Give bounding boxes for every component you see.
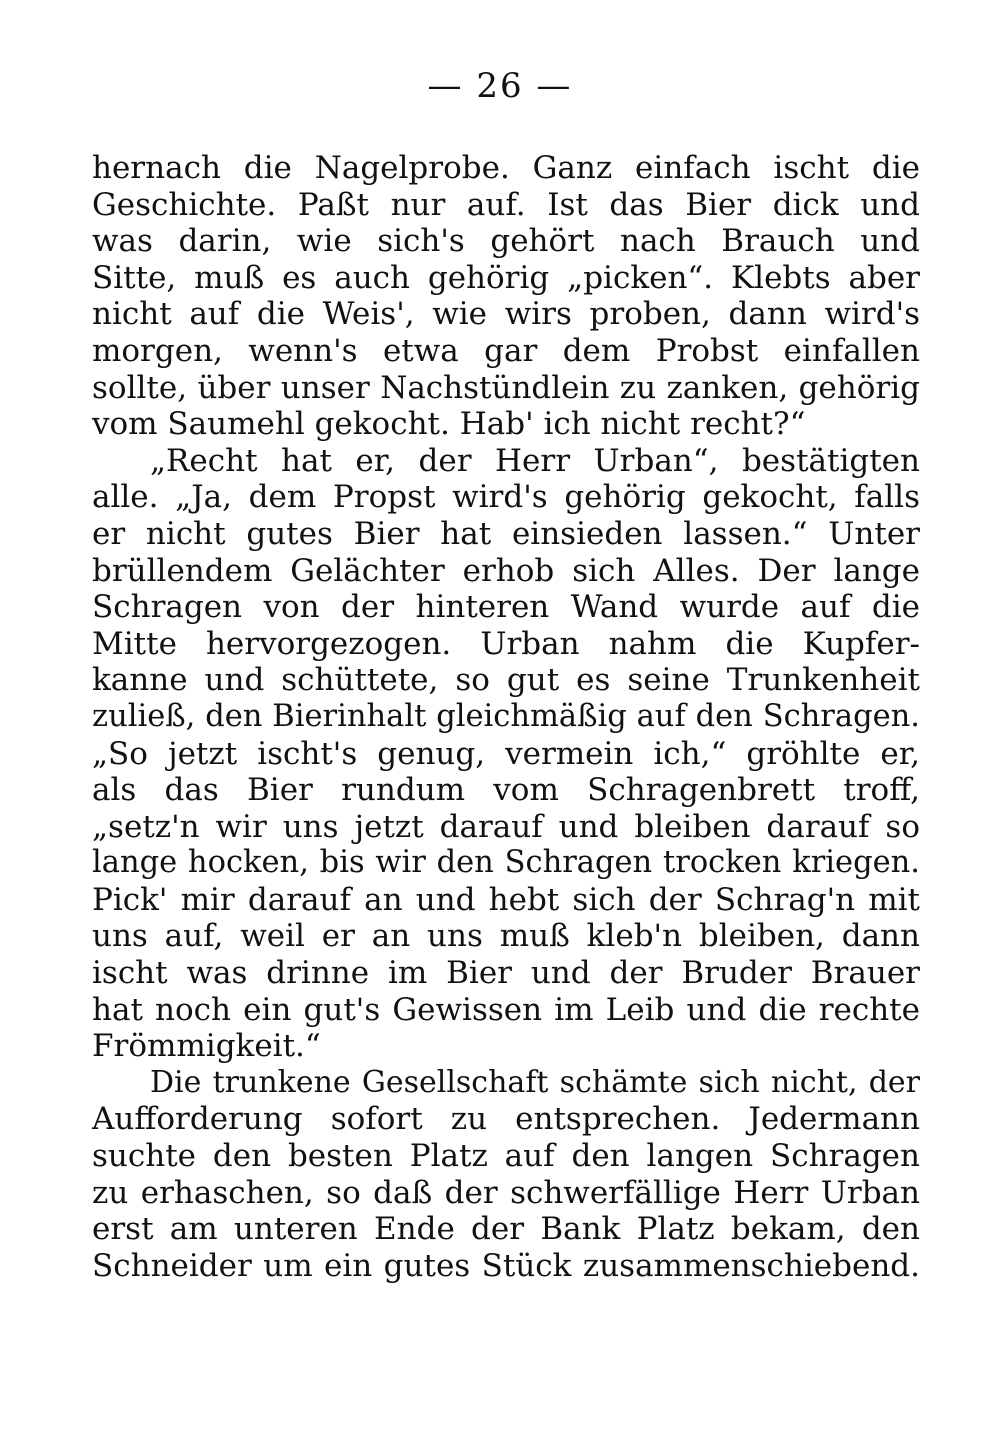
text-line: Sitte, muß es auch gehörig „picken“. Klebts aber [92,259,920,296]
text-line: hat noch ein gut's Gewissen im Leib und die rechte [92,991,920,1028]
page-number: — 26 — [427,66,573,106]
text-line: was darin, wie sich's gehört nach Brauch und [92,223,920,260]
text-line: Geschichte. Paßt nur auf. Ist das Bier dick und [92,186,920,223]
body-text [92,150,920,1284]
text-line: „Recht hat er, der Herr Urban“, bestätigten [150,442,920,479]
text-line: zu erhaschen, so daß der schwerfällige Herr Urban [92,1174,920,1211]
text-line: ischt was drinne im Bier und der Bruder Brauer [92,955,920,992]
text-line: Die trunkene Gesellschaft schämte sich nicht, der [150,1064,920,1100]
text-line: suchte den besten Platz auf den langen Schragen [92,1138,920,1175]
text-line: als das Bier rundum vom Schragenbrett troff, [92,772,920,809]
text-line: erst am unteren Ende der Bank Platz bekam, den [92,1211,920,1248]
text-line: Aufforderung sofort zu entsprechen. Jedermann [92,1101,920,1138]
text-line: morgen, wenn's etwa gar dem Probst einfallen [92,332,920,369]
text-line: nicht auf die Weis', wie wirs proben, dann wird's [92,296,920,333]
text-line: Frömmigkeit.“ [92,1028,321,1065]
text-line: „So jetzt ischt's genug, vermein ich,“ gröhlte er, [92,735,920,772]
text-line: zuließ, den Bierinhalt gleichmäßig auf den Schragen. [92,698,920,734]
text-line: Schragen von der hinteren Wand wurde auf die [92,589,920,626]
text-line: kanne und schüttete, so gut es seine Trunkenheit [92,662,920,699]
text-line: uns auf, weil er an uns muß kleb'n bleiben, dann [92,918,920,955]
text-line: „setz'n wir uns jetzt darauf und bleiben darauf so [92,808,920,845]
text-line: lange hocken, bis wir den Schragen trocken kriegen. [92,845,920,881]
text-line: Mitte hervorgezogen. Urban nahm die Kupfer- [92,625,920,662]
text-line: brüllendem Gelächter erhob sich Alles. Der lange [92,552,920,589]
text-line: Schneider um ein gutes Stück zusammenschiebend. [92,1247,920,1284]
text-line: sollte, über unser Nachstündlein zu zanken, gehörig [92,369,920,406]
text-line: alle. „Ja, dem Propst wird's gehörig gekocht, falls [92,479,920,516]
text-line: vom Saumehl gekocht. Hab' ich nicht recht?“ [92,406,806,443]
text-line: er nicht gutes Bier hat einsieden lassen.“ Unter [92,515,920,552]
text-line: hernach die Nagelprobe. Ganz einfach ischt die [92,150,920,186]
text-line: Pick' mir darauf an und hebt sich der Schrag'n mit [92,881,920,918]
